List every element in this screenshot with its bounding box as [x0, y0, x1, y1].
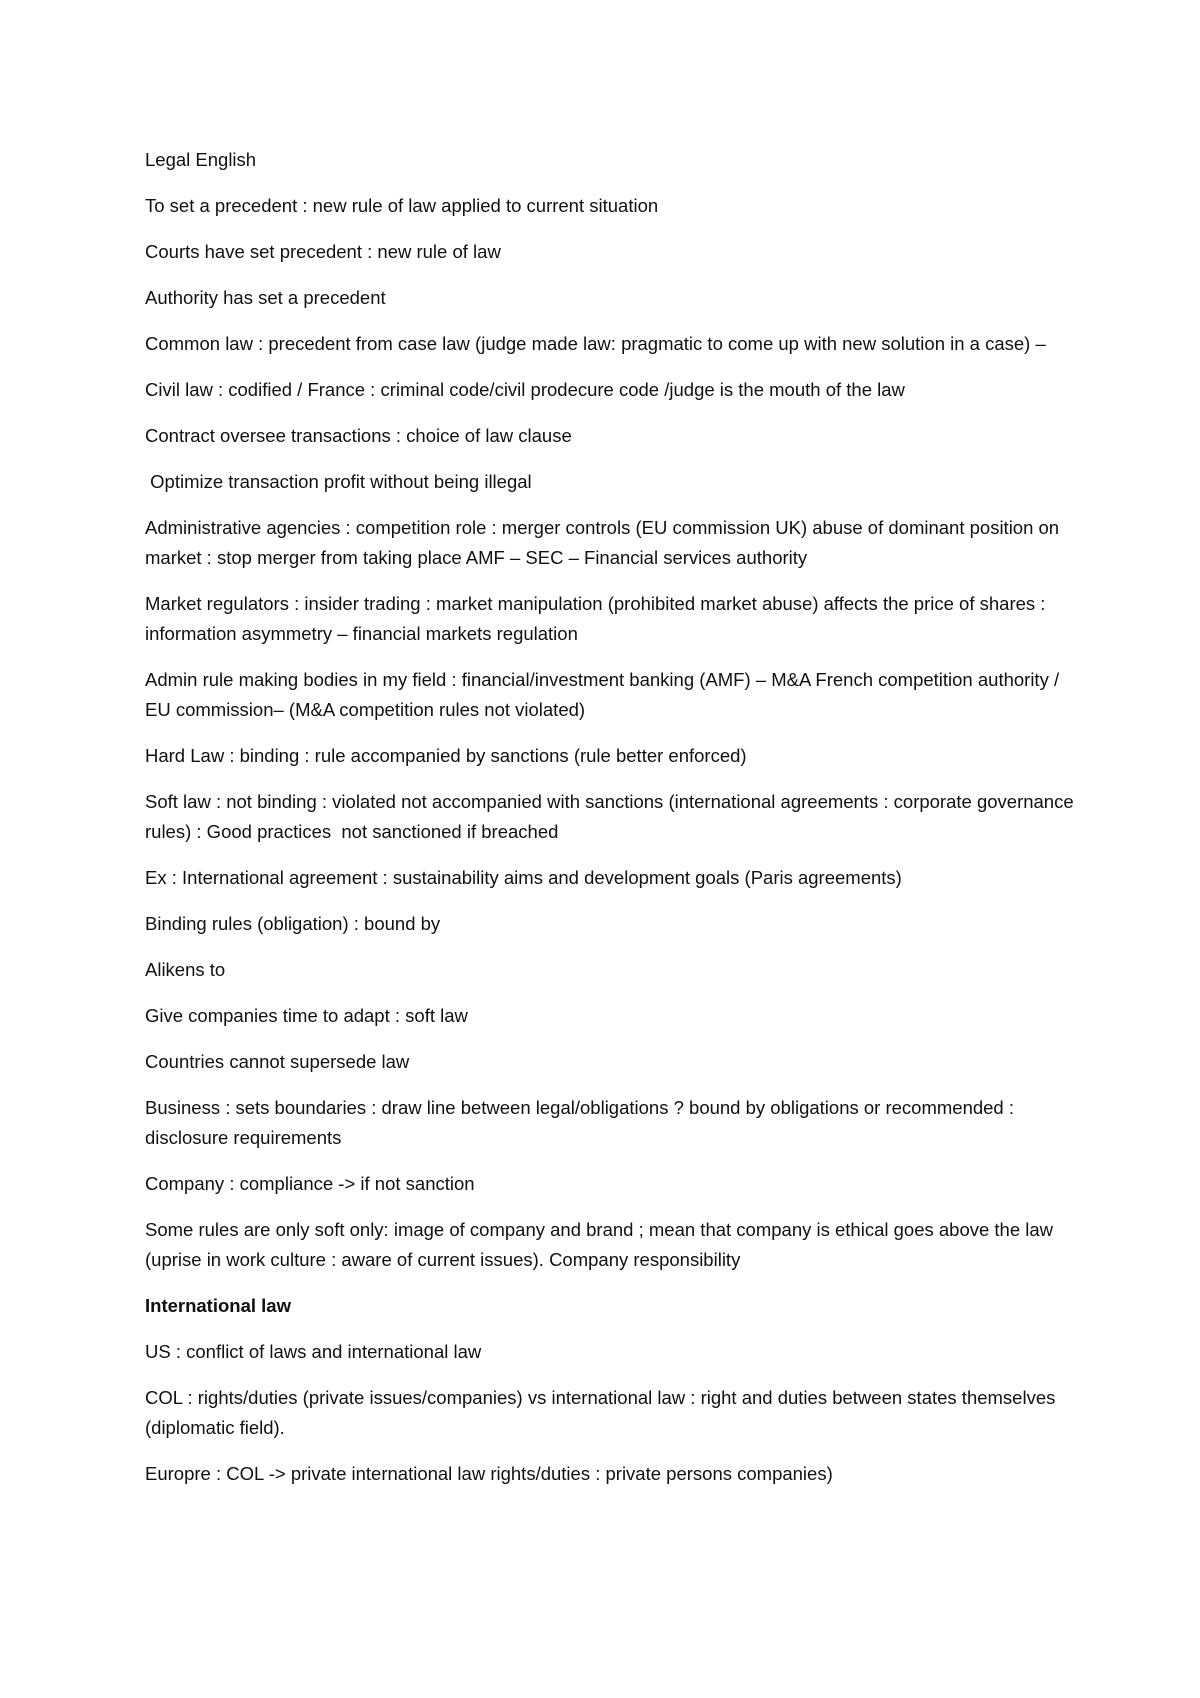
paragraph: Contract oversee transactions : choice of law clause [145, 425, 572, 446]
paragraph: Courts have set precedent : new rule of law [145, 241, 501, 262]
paragraph: Business : sets boundaries : draw line between legal/obligations ? bound by obligations or recommended : disclosure requirements [145, 1097, 1020, 1148]
paragraph: Ex : International agreement : sustainability aims and development goals (Paris agreements) [145, 867, 902, 888]
paragraph: Administrative agencies : competition role : merger controls (EU commission UK) abuse of dominant position on market : stop merger from taking place AMF – SEC – Financial services authority [145, 517, 1065, 568]
paragraph: Europre : COL -> private international law rights/duties : private persons companies) [145, 1463, 833, 1484]
paragraph: Countries cannot supersede law [145, 1051, 410, 1072]
paragraph: Market regulators : insider trading : market manipulation (prohibited market abuse) affects the price of shares : information asymmetry – financial markets regulation [145, 593, 1051, 644]
paragraph: Authority has set a precedent [145, 287, 386, 308]
paragraph: Give companies time to adapt : soft law [145, 1005, 468, 1026]
paragraph: To set a precedent : new rule of law applied to current situation [145, 195, 659, 216]
section-heading: International law [145, 1295, 291, 1316]
paragraph: Admin rule making bodies in my field : financial/investment banking (AMF) – M&A French competition authority / EU commission– (M&A competition rules not violated) [145, 669, 1065, 720]
paragraph: Company : compliance -> if not sanction [145, 1173, 475, 1194]
paragraph: Binding rules (obligation) : bound by [145, 913, 441, 934]
paragraph: Optimize transaction profit without being illegal [145, 471, 532, 492]
paragraph: Soft law : not binding : violated not accompanied with sanctions (international agreements : corporate governance rules) : Good practices not sanctioned if breached [145, 791, 1079, 842]
paragraph: Hard Law : binding : rule accompanied by sanctions (rule better enforced) [145, 745, 747, 766]
document-title: Legal English [145, 149, 257, 170]
paragraph: US : conflict of laws and international law [145, 1341, 482, 1362]
paragraph: Alikens to [145, 959, 226, 980]
paragraph: Civil law : codified / France : criminal code/civil prodecure code /judge is the mouth of the law [145, 379, 905, 400]
document-body [145, 145, 1079, 1505]
paragraph: COL : rights/duties (private issues/companies) vs international law : right and duties between states themselves (diplomatic field). [145, 1387, 1061, 1438]
paragraph: Some rules are only soft only: image of company and brand ; mean that company is ethical goes above the law (uprise in work culture : aware of current issues). Company responsibility [145, 1219, 1059, 1270]
paragraph: Common law : precedent from case law (judge made law: pragmatic to come up with new solution in a case) – [145, 333, 1046, 354]
